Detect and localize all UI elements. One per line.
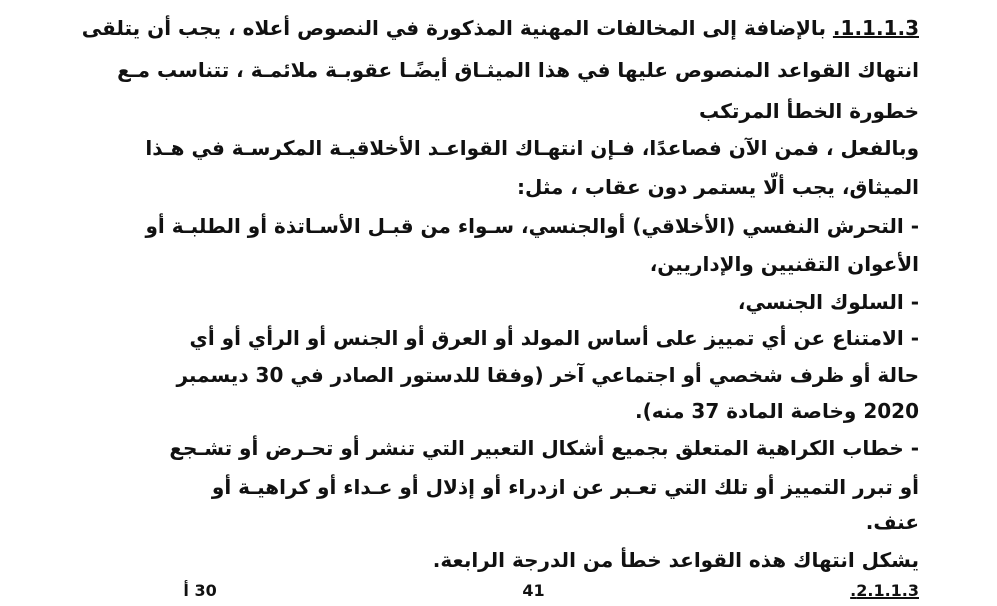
list-item-4-line-3: عنف. — [865, 510, 919, 534]
section-number: 1.1.1.3. — [832, 16, 919, 40]
list-item-4-line-2: أو تبرر التمييز أو تلك التي تعـبر عن ازدراء أو إذلال أو عـداء أو كراهيـة أو — [211, 475, 919, 499]
list-item-1-line-1: - التحرش النفسي (الأخلاقي) أوالجنسي، سـواء من قبـل الأسـاتذة أو الطلبـة أو — [145, 214, 919, 238]
next-section-number: 2.1.1.3. — [850, 581, 919, 600]
paragraph-line-1 — [79, 13, 919, 43]
list-item-3-line-2: حالة أو ظرف شخصي أو اجتماعي آخر (وفقا للدستور الصادر في 30 ديسمبر — [176, 363, 919, 387]
cut-fragment-middle: 41 — [522, 581, 545, 600]
list-item-3-line-3: 2020 وخاصة المادة 37 منه). — [635, 399, 919, 423]
paragraph-line-3: خطورة الخطأ المرتكب — [699, 99, 919, 123]
paragraph-line-5: الميثاق، يجب ألّا يستمر دون عقاب ، مثل: — [517, 175, 919, 199]
list-item-2-line-1: - السلوك الجنسي، — [737, 290, 919, 314]
closing-line: يشكل انتهاك هذه القواعد خطأ من الدرجة الرابعة. — [432, 548, 919, 572]
next-section-cut-line — [79, 576, 919, 600]
line-text: بالإضافة إلى المخالفات المهنية المذكورة في النصوص أعلاه ، يجب أن يتلقى — [81, 16, 826, 40]
list-item-4-line-1: - خطاب الكراهية المتعلق بجميع أشكال التعبير التي تنشر أو تحـرض أو تشـجع — [169, 436, 919, 460]
paragraph-line-2: انتهاك القواعد المنصوص عليها في هذا الميثـاق أيضًـا عقوبـة ملائمـة ، تتناسب مـع — [117, 58, 919, 82]
paragraph-line-4: وبالفعل ، فمن الآن فصاعدًا، فـإن انتهـاك القواعـد الأخلاقيـة المكرسـة في هـذا — [145, 136, 919, 160]
list-item-3-line-1: - الامتناع عن أي تمييز على أساس المولد أو العرق أو الجنس أو الرأي أو أي — [189, 326, 919, 350]
cut-fragment-left: 30 أ — [183, 581, 217, 600]
list-item-1-line-2: الأعوان التقنيين والإداريين، — [649, 252, 919, 276]
